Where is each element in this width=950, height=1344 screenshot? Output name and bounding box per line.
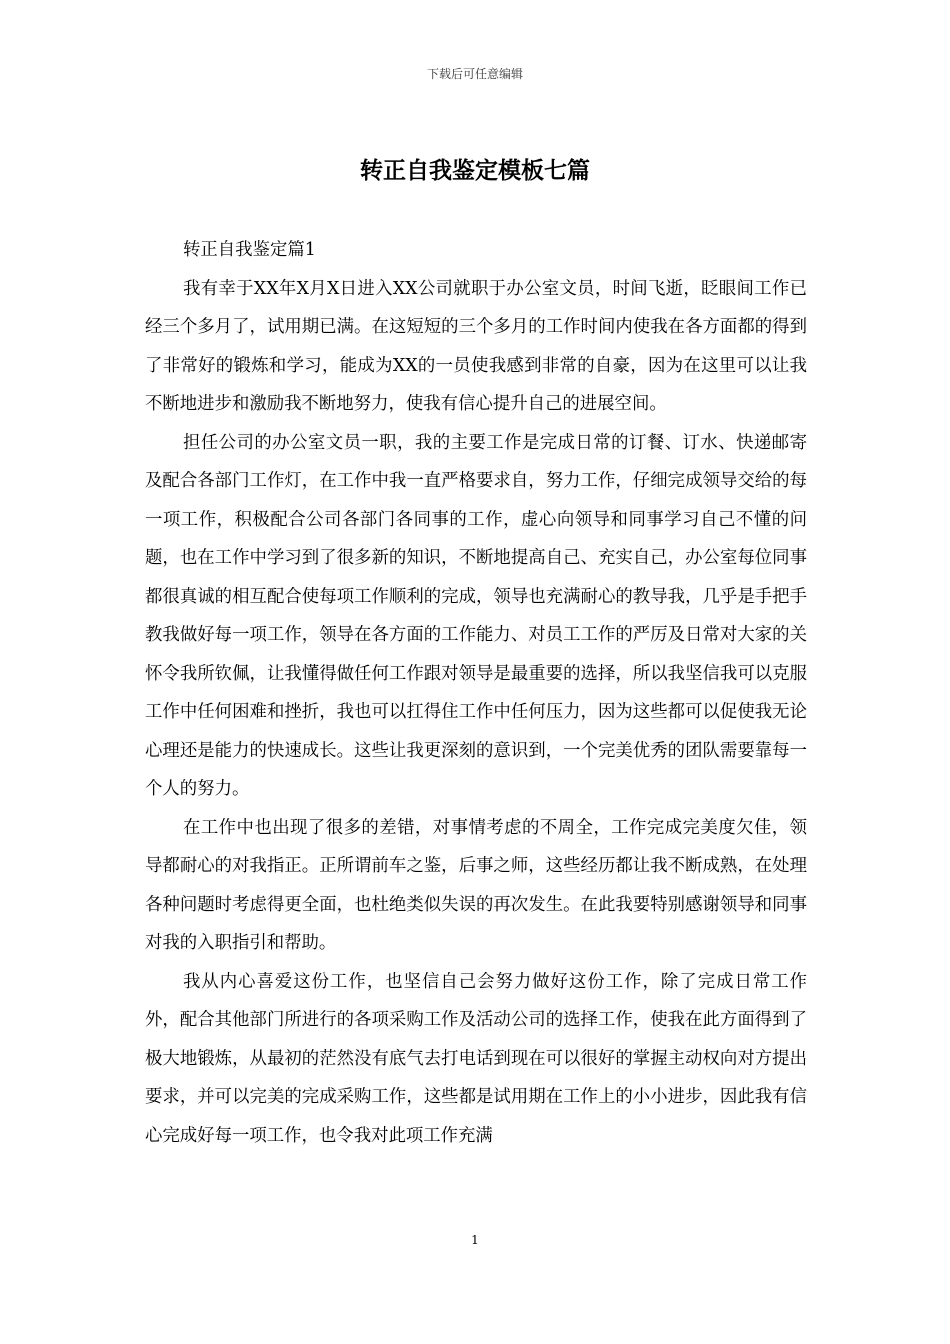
document-body — [145, 231, 807, 1155]
paragraph-4: 我从内心喜爱这份工作，也坚信自己会努力做好这份工作，除了完成日常工作外，配合其他部门所进行的各项采购工作及活动公司的选择工作，使我在此方面得到了极大地锻炼，从最初的茫然没有底气去打电话到现在可以很好的掌握主动权向对方提出要求，并可以完美的完成采购工作，这些都是试用期在工作上的小小进步，因此我有信心完成好每一项工作，也令我对此项工作充满 — [145, 971, 807, 1146]
page-number: 1 — [471, 1233, 479, 1247]
paragraph-2: 担任公司的办公室文员一职，我的主要工作是完成日常的订餐、订水、快递邮寄及配合各部门工作灯，在工作中我一直严格要求自，努力工作，仔细完成领导交给的每一项工作，积极配合公司各部门各同事的工作，虚心向领导和同事学习自己不懂的问题，也在工作中学习到了很多新的知识，不断地提高自己、充实自己，办公室每位同事都很真诚的相互配合使每项工作顺利的完成，领导也充满耐心的教导我，几乎是手把手教我做好每一项工作，领导在各方面的工作能力、对员工工作的严厉及日常对大家的关怀令我所钦佩，让我懂得做任何工作跟对领导是最重要的选择，所以我坚信我可以克服工作中任何困难和挫折，我也可以扛得住工作中任何压力，因为这些都可以促使我无论心理还是能力的快速成长。这些让我更深刻的意识到，一个完美优秀的团队需要靠每一个人的努力。 — [145, 432, 807, 799]
paragraph-3: 在工作中也出现了很多的差错，对事情考虑的不周全，工作完成完美度欠佳，领导都耐心的对我指正。正所谓前车之鉴，后事之师，这些经历都让我不断成熟，在处理各种问题时考虑得更全面，也杜绝类似失误的再次发生。在此我要特别感谢领导和同事对我的入职指引和帮助。 — [145, 817, 807, 953]
paragraph-1: 我有幸于XX年X月X日进入XX公司就职于办公室文员，时间飞逝，眨眼间工作已经三个多月了，试用期已满。在这短短的三个多月的工作时间内使我在各方面都的得到了非常好的锻炼和学习，能成为XX的一员使我感到非常的自豪，因为在这里可以让我不断地进步和激励我不断地努力，使我有信心提升自己的进展空间。 — [145, 278, 807, 414]
page-header-note: 下载后可任意编辑 — [426, 67, 523, 81]
document-title: 转正自我鉴定模板七篇 — [360, 158, 590, 184]
section-heading: 转正自我鉴定篇1 — [183, 240, 316, 260]
